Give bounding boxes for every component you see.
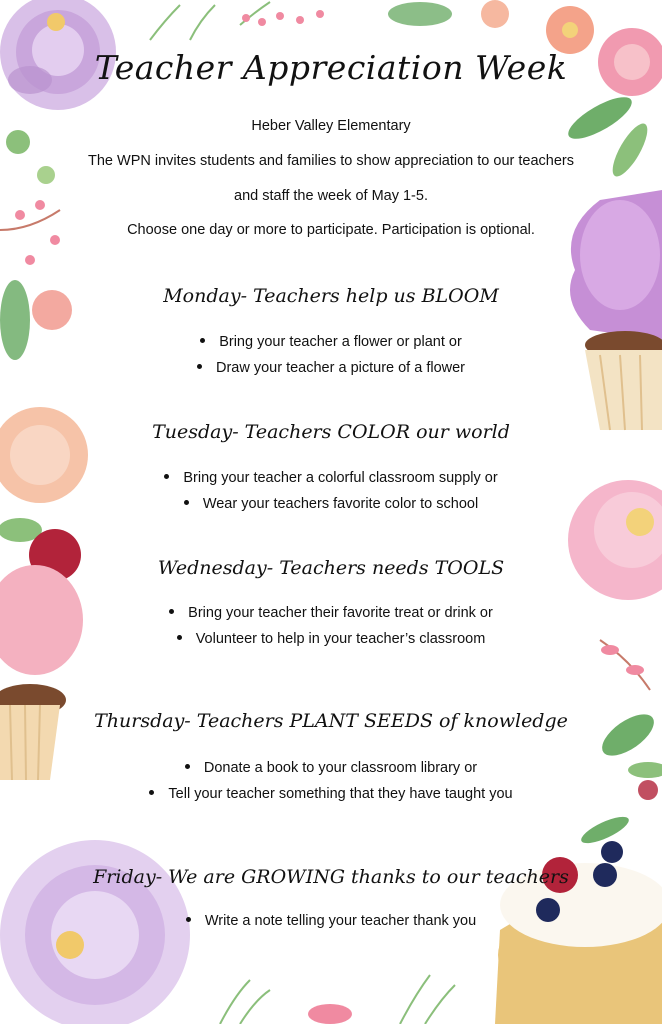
bullet-icon xyxy=(185,764,190,769)
list-item-text: Bring your teacher a colorful classroom supply or xyxy=(183,470,498,486)
bullet-icon xyxy=(149,790,154,795)
bottom-right-cake-illustration xyxy=(495,780,662,1024)
list-item-text: Tell your teacher something that they have taught you xyxy=(168,786,513,802)
list-item xyxy=(0,468,662,494)
day-heading-tuesday: Tuesday- Teachers COLOR our world xyxy=(152,421,510,443)
list-item xyxy=(0,629,662,655)
bullet-icon xyxy=(177,635,182,640)
list-item xyxy=(0,494,662,520)
list-item-text: Wear your teachers favorite color to school xyxy=(202,496,479,512)
top-sprigs-illustration xyxy=(150,2,270,40)
bullet-icon xyxy=(200,338,205,343)
bullet-icon xyxy=(164,474,169,479)
bottom-bud-illustration xyxy=(308,1004,352,1024)
list-item xyxy=(0,358,662,384)
list-item-text: Volunteer to help in your teacher’s classroom xyxy=(195,631,486,647)
bullet-icon xyxy=(169,609,174,614)
top-bud-illustration xyxy=(481,0,509,28)
list-item-text: Write a note telling your teacher thank you xyxy=(204,913,477,929)
day-heading-monday: Monday- Teachers help us BLOOM xyxy=(163,285,499,307)
day-heading-friday: Friday- We are GROWING thanks to our teachers xyxy=(93,866,569,888)
list-item xyxy=(0,911,662,937)
day-heading-wednesday: Wednesday- Teachers needs TOOLS xyxy=(157,557,505,579)
page-title: Teacher Appreciation Week xyxy=(94,48,568,87)
bullet-list-tuesday xyxy=(0,468,662,520)
bullet-list-friday xyxy=(0,911,662,937)
list-item xyxy=(0,784,662,810)
intro-line-1: The WPN invites students and families to show appreciation to our teachers xyxy=(88,153,574,169)
intro-line-3: Choose one day or more to participate. Participation is optional. xyxy=(127,222,535,238)
list-item xyxy=(0,332,662,358)
list-item xyxy=(0,758,662,784)
bullet-icon xyxy=(186,917,191,922)
bullet-list-monday xyxy=(0,332,662,384)
list-item xyxy=(0,603,662,629)
school-name: Heber Valley Elementary xyxy=(251,118,411,134)
list-item-text: Bring your teacher a flower or plant or xyxy=(219,334,462,350)
list-item-text: Draw your teacher a picture of a flower xyxy=(215,360,466,376)
intro-line-2: and staff the week of May 1-5. xyxy=(234,188,428,204)
bullet-icon xyxy=(184,500,189,505)
list-item-text: Bring your teacher their favorite treat or drink or xyxy=(188,605,493,621)
day-heading-thursday: Thursday- Teachers PLANT SEEDS of knowledge xyxy=(94,710,568,732)
bullet-icon xyxy=(197,364,202,369)
bullet-list-thursday xyxy=(0,758,662,810)
top-leaf-illustration xyxy=(388,2,452,26)
list-item-text: Donate a book to your classroom library or xyxy=(203,760,478,776)
bullet-list-wednesday xyxy=(0,603,662,655)
